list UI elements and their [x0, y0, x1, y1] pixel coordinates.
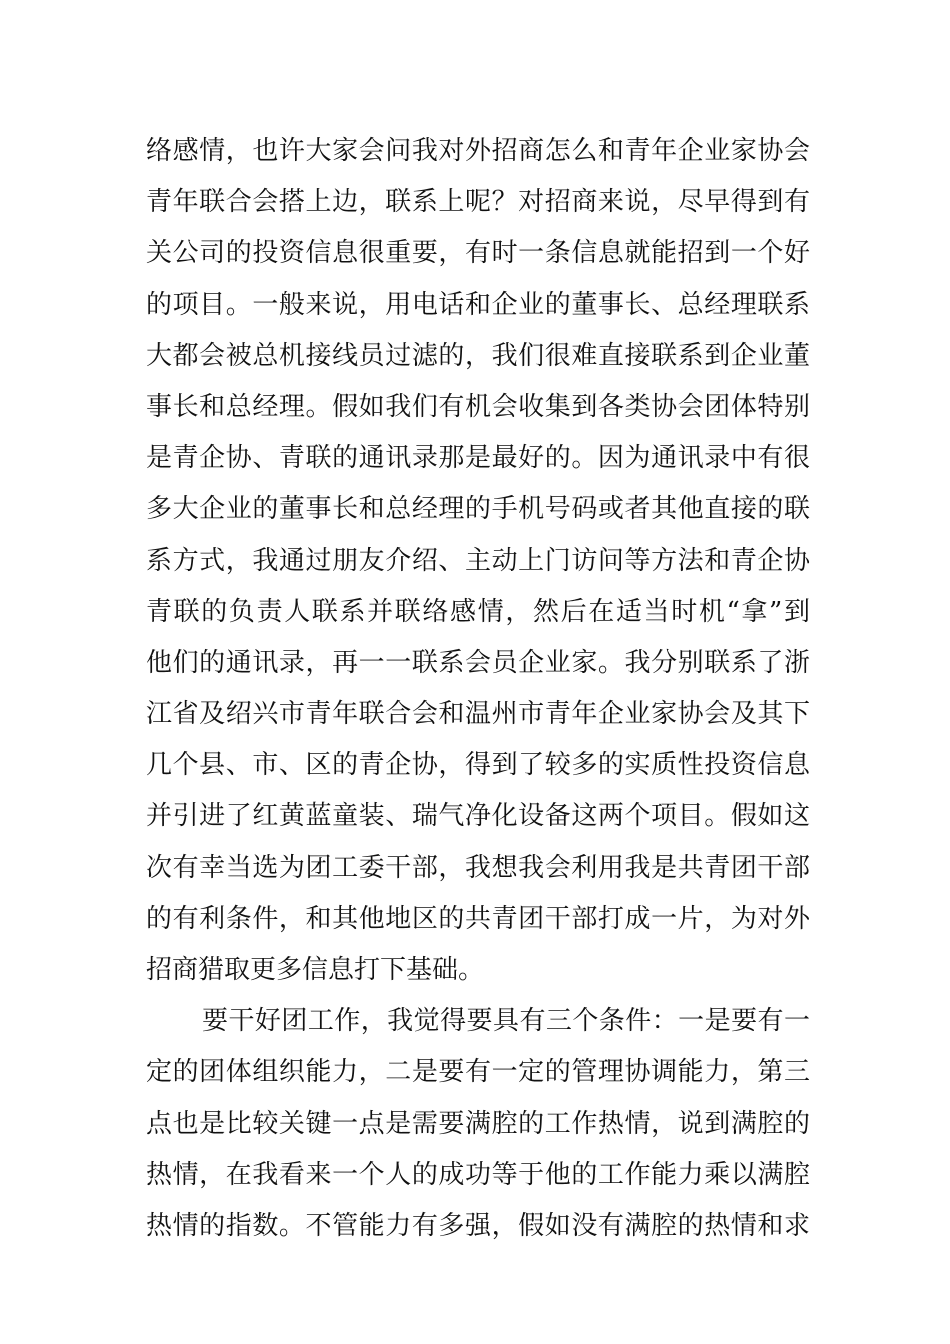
text-line: 系方式，我通过朋友介绍、主动上门访问等方法和青企协 [146, 545, 810, 576]
text-line: 青联的负责人联系并联络感情，然后在适当时机“拿”到 [146, 596, 810, 627]
text-line: 他们的通讯录，再一一联系会员企业家。我分别联系了浙 [146, 647, 810, 678]
text-line: 关公司的投资信息很重要，有时一条信息就能招到一个好 [146, 238, 810, 269]
text-line: 事长和总经理。假如我们有机会收集到各类协会团体特别 [146, 391, 810, 422]
text-line: 江省及绍兴市青年联合会和温州市青年企业家协会及其下 [146, 699, 810, 730]
text-line: 青年联合会搭上边，联系上呢？对招商来说，尽早得到有 [146, 187, 810, 218]
text-line-paragraph-end: 招商猎取更多信息打下基础。 [146, 955, 485, 985]
text-line: 几个县、市、区的青企协，得到了较多的实质性投资信息 [146, 750, 810, 781]
text-line: 定的团体组织能力，二是要有一定的管理协调能力，第三 [146, 1057, 810, 1088]
text-line: 热情的指数。不管能力有多强，假如没有满腔的热情和求 [146, 1210, 810, 1241]
text-line-paragraph-start: 要干好团工作，我觉得要具有三个条件：一是要有一 [202, 1006, 810, 1037]
text-line: 络感情，也许大家会问我对外招商怎么和青年企业家协会 [146, 136, 810, 166]
text-line: 次有幸当选为团工委干部，我想我会利用我是共青团干部 [146, 852, 810, 883]
text-line: 的有利条件，和其他地区的共青团干部打成一片，为对外 [146, 903, 810, 934]
text-line: 热情，在我看来一个人的成功等于他的工作能力乘以满腔 [146, 1159, 810, 1190]
text-line: 是青企协、青联的通讯录那是最好的。因为通讯录中有很 [146, 443, 810, 474]
text-line: 的项目。一般来说，用电话和企业的董事长、总经理联系 [146, 289, 810, 320]
text-line: 多大企业的董事长和总经理的手机号码或者其他直接的联 [146, 494, 810, 525]
text-line: 点也是比较关键一点是需要满腔的工作热情，说到满腔的 [146, 1108, 810, 1139]
text-line: 大都会被总机接线员过滤的，我们很难直接联系到企业董 [146, 340, 810, 371]
text-line: 并引进了红黄蓝童装、瑞气净化设备这两个项目。假如这 [146, 801, 810, 832]
body-text [146, 126, 810, 1252]
